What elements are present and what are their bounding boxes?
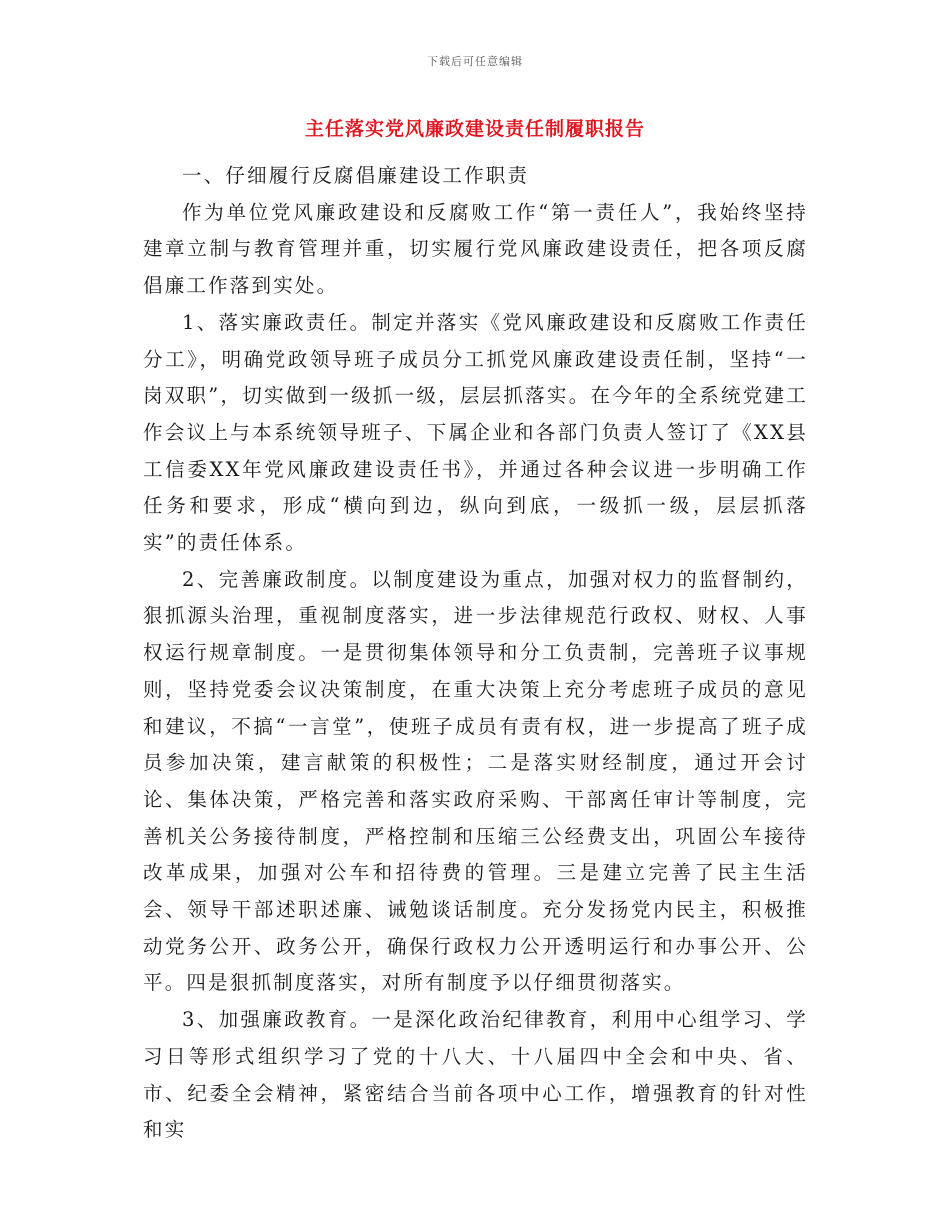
paragraph-education: 3、加强廉政教育。一是深化政治纪律教育，利用中心组学习、学习日等形式组织学习了党的十八大、十八届四中全会和中央、省、市、纪委全会精神，紧密结合当前各项中心工作，增强教育的针对性和实 xyxy=(143,1008,808,1142)
paragraph-responsibility: 1、落实廉政责任。制定并落实《党风廉政建设和反腐败工作责任分工》，明确党政领导班子成员分工抓党风廉政建设责任制，坚持“一岗双职”，切实做到一级抓一级，层层抓落实。在今年的全系统党建工作会议上与本系统领导班子、下属企业和各部门负责人签订了《XX县工信委XX年党风廉政建设责任书》，并通过各种会议进一步明确工作任务和要求，形成“横向到边，纵向到底，一级抓一级，层层抓落实”的责任体系。 xyxy=(143,310,808,555)
document-title: 主任落实党风廉政建设责任制履职报告 xyxy=(304,118,645,140)
paragraph-system: 2、完善廉政制度。以制度建设为重点，加强对权力的监督制约，狠抓源头治理，重视制度落实，进一步法律规范行政权、财权、人事权运行规章制度。一是贯彻集体领导和分工负责制，完善班子议事规则，坚持党委会议决策制度，在重大决策上充分考虑班子成员的意见和建议，不搞“一言堂”，使班子成员有责有权，进一步提高了班子成员参加决策，建言献策的积极性；二是落实财经制度，通过开会讨论、集体决策，严格完善和落实政府采购、干部离任审计等制度，完善机关公务接待制度，严格控制和压缩三公经费支出，巩固公车接待改革成果，加强对公车和招待费的管理。三是建立完善了民主生活会、领导干部述职述廉、诫勉谈话制度。充分发扬党内民主，积极推动党务公开、政务公开，确保行政权力公开透明运行和办事公开、公平。四是狠抓制度落实，对所有制度予以仔细贯彻落实。 xyxy=(143,567,808,995)
header-note: 下载后可任意编辑 xyxy=(427,55,523,68)
section-heading: 一、仔细履行反腐倡廉建设工作职责 xyxy=(182,164,530,187)
paragraph-intro: 作为单位党风廉政建设和反腐败工作“第一责任人”，我始终坚持建章立制与教育管理并重，切实履行党风廉政建设责任，把各项反腐倡廉工作落到实处。 xyxy=(143,200,808,298)
document-body xyxy=(143,158,808,1149)
